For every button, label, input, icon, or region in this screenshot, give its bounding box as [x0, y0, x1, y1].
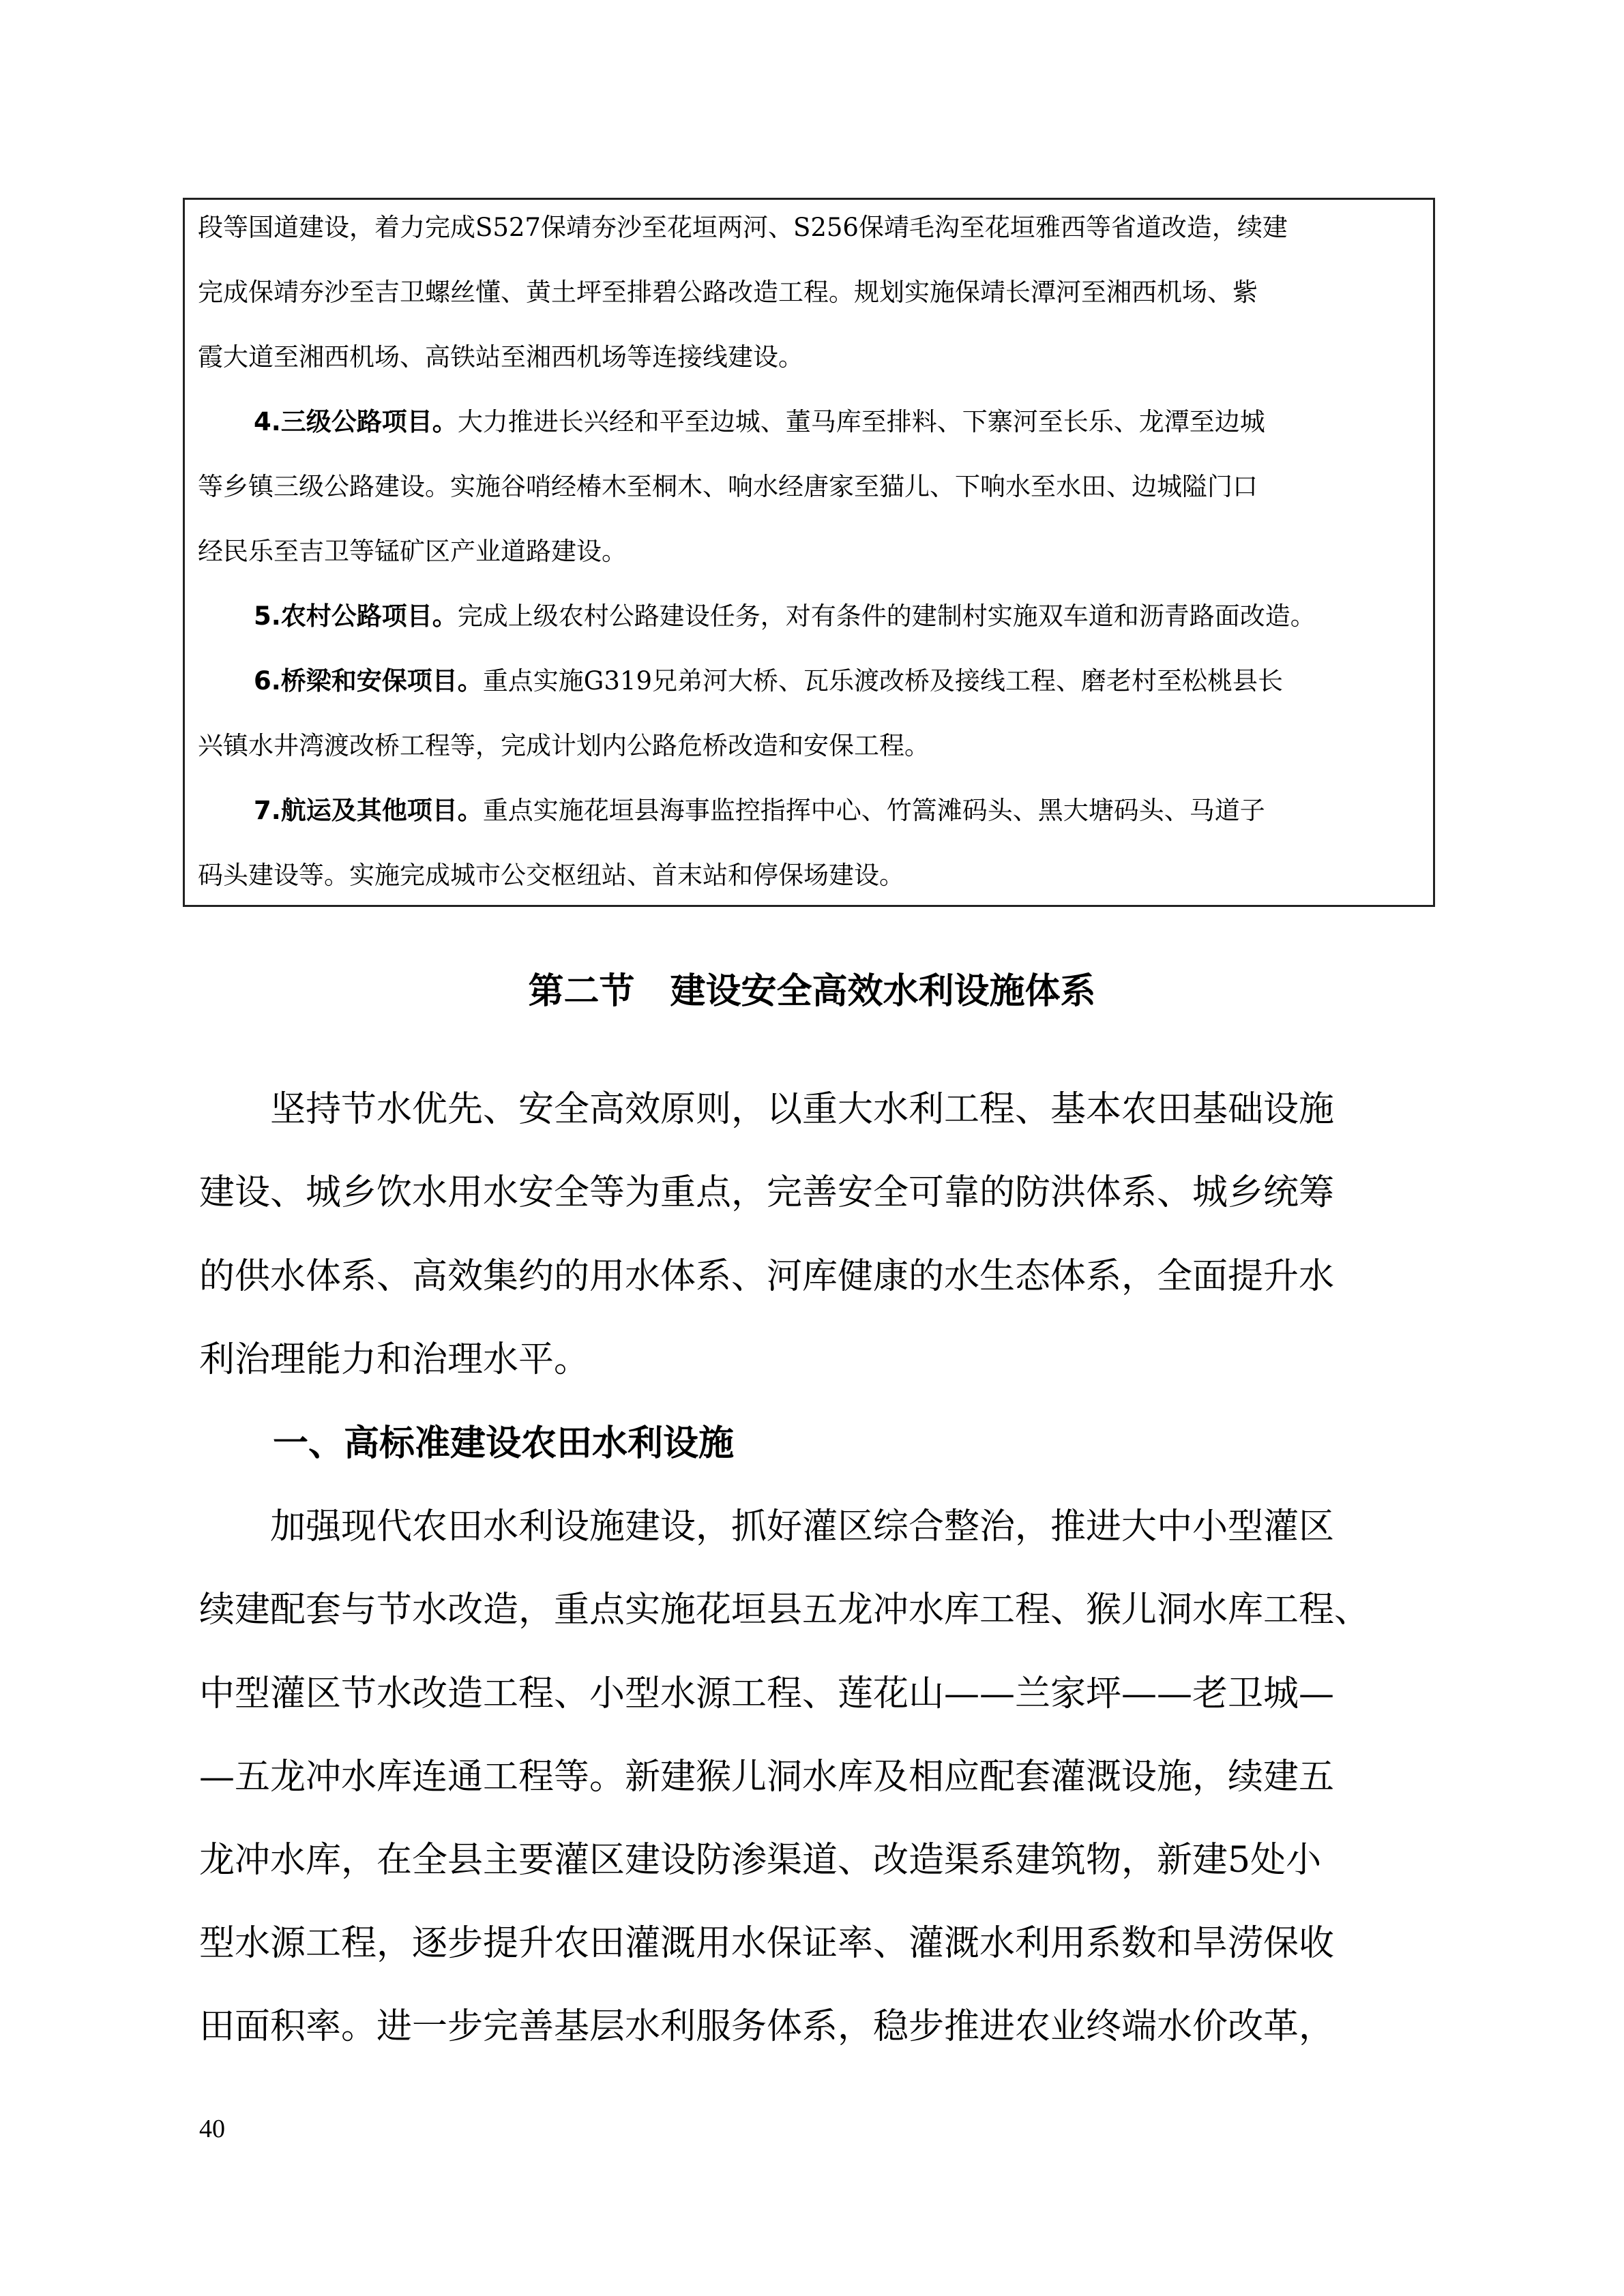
box-item-4: [254, 407, 1481, 437]
box-item-7: [254, 796, 1481, 826]
section-heading: 第二节 建设安全高效水利设施体系: [528, 971, 1096, 1012]
body-line: 型水源工程，逐步提升农田灌溉用水保证率、灌溉水利用系数和旱涝保收: [199, 1923, 1335, 1964]
page-number: 40: [199, 2115, 225, 2143]
body-line: 中型灌区节水改造工程、小型水源工程、莲花山——兰家坪——老卫城—: [199, 1673, 1335, 1714]
box-line: 经民乐至吉卫等锰矿区产业道路建设。: [198, 537, 627, 566]
intro-line: 建设、城乡饮水用水安全等为重点，完善安全可靠的防洪体系、城乡统筹: [199, 1172, 1335, 1213]
item-text: 重点实施花垣县海事监控指挥中心、竹篙滩码头、黑大塘码头、马道子: [482, 796, 1265, 825]
body-line: 田面积率。进一步完善基层水利服务体系，稳步推进农业终端水价改革，: [199, 2006, 1335, 2047]
box-line: 码头建设等。实施完成城市公交枢纽站、首末站和停保场建设。: [198, 861, 904, 890]
box-item-5: [254, 601, 1481, 631]
box-line: 霞大道至湘西机场、高铁站至湘西机场等连接线建设。: [198, 342, 803, 372]
body-line: 加强现代农田水利设施建设，抓好灌区综合整治，推进大中小型灌区: [199, 1506, 1335, 1547]
subheading: 一、高标准建设农田水利设施: [273, 1423, 735, 1464]
box-line: 兴镇水井湾渡改桥工程等，完成计划内公路危桥改造和安保工程。: [198, 731, 930, 760]
body-line: —五龙冲水库连通工程等。新建猴儿洞水库及相应配套灌溉设施，续建五: [199, 1757, 1335, 1798]
intro-line: 坚持节水优先、安全高效原则，以重大水利工程、基本农田基础设施: [199, 1089, 1335, 1130]
item-text: 重点实施G319兄弟河大桥、瓦乐渡改桥及接线工程、磨老村至松桃县长: [482, 666, 1283, 696]
box-line: 等乡镇三级公路建设。实施谷哨经椿木至桐木、响水经唐家至猫儿、下响水至水田、边城隘门口: [198, 472, 1258, 501]
item-text: 完成上级农村公路建设任务，对有条件的建制村实施双车道和沥青路面改造。: [457, 601, 1316, 631]
item-title: 4.三级公路项目。: [254, 407, 458, 436]
item-title: 7.航运及其他项目。: [254, 796, 483, 825]
body-line: 续建配套与节水改造，重点实施花垣县五龙冲水库工程、猴儿洞水库工程、: [199, 1590, 1370, 1630]
item-title: 5.农村公路项目。: [254, 601, 458, 631]
intro-line: 的供水体系、高效集约的用水体系、河库健康的水生态体系，全面提升水: [199, 1256, 1335, 1297]
box-line: 段等国道建设，着力完成S527保靖夯沙至花垣两河、S256保靖毛沟至花垣雅西等省道改造，续建: [198, 213, 1288, 242]
item-title: 6.桥梁和安保项目。: [254, 666, 483, 696]
body-line: 龙冲水库，在全县主要灌区建设防渗渠道、改造渠系建筑物，新建5处小: [199, 1840, 1322, 1881]
box-item-6: [254, 666, 1481, 696]
item-text: 大力推进长兴经和平至边城、董马库至排料、下寨河至长乐、龙潭至边城: [457, 407, 1265, 436]
intro-line: 利治理能力和治理水平。: [199, 1339, 590, 1380]
box-line: 完成保靖夯沙至吉卫螺丝懂、黄土坪至排碧公路改造工程。规划实施保靖长潭河至湘西机场、紫: [198, 278, 1258, 307]
